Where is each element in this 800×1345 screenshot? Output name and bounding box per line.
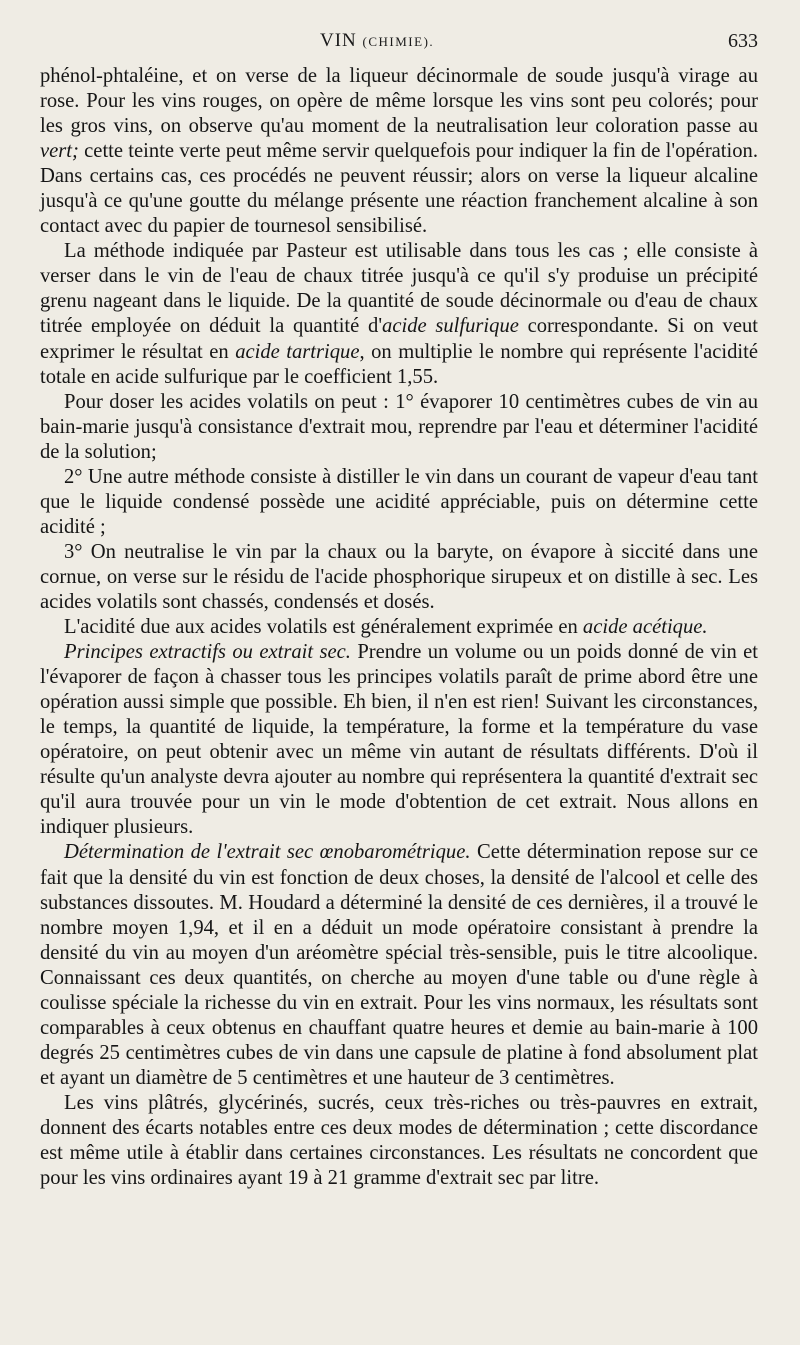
italic-term: acide acétique.: [582, 616, 708, 639]
italic-term: acide tartrique: [235, 340, 360, 363]
paragraph: 3° On neutralise le vin par la chaux ou la baryte, on évapore à siccité dans une cornue, on verse sur le résidu de l'acide phosphorique sirupeux et on distille à sec. Les acides volatils sont chassés, condensés et dosés.: [40, 540, 758, 613]
running-title-main: VIN: [320, 30, 363, 51]
running-title-subtitle: (CHIMIE).: [362, 34, 435, 49]
paragraph: phénol-phtaléine, et on verse de la liqueur décinormale de soude jusqu'à virage au rose. Pour les vins rouges, on opère de même lorsque les vins sont peu colorés; pour les gros vins, on observe qu'au moment de la neutralisation leur coloration passe au vert; cette teinte verte peut même servir quelquefois pour indiquer la fin de l'opération. Dans certains cas, ces procédés ne peuvent réussir; alors on verse la liqueur alcaline jusqu'à ce qu'une goutte du mélange présente une réaction franchement alcaline à son contact avec du papier de tournesol sensibilisé.: [40, 65, 758, 238]
italic-term: acide sulfurique: [382, 315, 519, 338]
running-title: [320, 30, 434, 52]
paragraph: La méthode indiquée par Pasteur est utilisable dans tous les cas ; elle consiste à verser dans le vin de l'eau de chaux titrée jusqu'à ce qu'il s'y produise un précipité grenu nageant dans le liquide. De la quantité de soude décinormale ou d'eau de chaux titrée employée on déduit la quantité d'acide sulfurique correspondante. Si on veut exprimer le résultat en acide tartrique, on multiplie le nombre qui représente l'acidité totale en acide sulfurique par le coefficient 1,55.: [40, 240, 758, 388]
page-header: [0, 30, 800, 60]
paragraph: Principes extractifs ou extrait sec. Prendre un volume ou un poids donné de vin et l'évaporer de façon à chasser tous les principes volatils paraît de prime abord être une opération aussi simple que possible. Eh bien, il n'en est rien! Suivant les circonstances, le temps, la quantité de liquide, la température, la forme et la température du vase opératoire, on peut obtenir avec un même vin autant de résultats différents. D'où il résulte qu'un analyste devra ajouter au nombre qui représentera la quantité d'extrait sec qu'il aura trouvée pour un vin le mode d'obtention de cet extrait. Nous allons en indiquer plusieurs.: [40, 641, 758, 839]
page-number: 633: [728, 30, 758, 52]
paragraph: Pour doser les acides volatils on peut : 1° évaporer 10 centimètres cubes de vin au bain-marie jusqu'à consistance d'extrait mou, reprendre par l'eau et déterminer l'acidité de la solution;: [40, 390, 758, 463]
paragraph: L'acidité due aux acides volatils est généralement exprimée en acide acétique.: [64, 616, 708, 639]
body-text: [40, 64, 758, 1191]
paragraph: Détermination de l'extrait sec œnobarométrique. Cette détermination repose sur ce fait que la densité du vin est fonction de deux choses, la densité de l'alcool et celle des substances dissoutes. M. Houdard a déterminé la densité de ces dernières, il a trouvé le nombre moyen 1,94, et il en a déduit un mode opératoire consistant à prendre la densité du vin au moyen d'un aréomètre spécial très-sensible, puis le titre alcoolique. Connaissant ces deux quantités, on cherche au moyen d'une table ou d'une règle à coulisse spéciale la richesse du vin en extrait. Pour les vins normaux, les résultats sont comparables à ceux obtenus en chauffant quatre heures et demie au bain-marie à 100 degrés 25 centimètres cubes de vin dans une capsule de platine à fond absolument plat et ayant un diamètre de 5 centimètres et une hauteur de 3 centimètres.: [40, 841, 758, 1089]
italic-term: Principes extractifs ou extrait sec.: [64, 641, 351, 664]
paragraph: Les vins plâtrés, glycérinés, sucrés, ceux très-riches ou très-pauvres en extrait, donnent des écarts notables entre ces deux modes de détermination ; cette discordance est même utile à établir dans certaines circonstances. Les résultats ne concordent que pour les vins ordinaires ayant 19 à 21 gramme d'extrait sec par litre.: [40, 1091, 758, 1190]
italic-term: Détermination de l'extrait sec œnobarométrique.: [64, 841, 471, 864]
italic-term: vert;: [40, 140, 79, 163]
paragraph: 2° Une autre méthode consiste à distiller le vin dans un courant de vapeur d'eau tant que le liquide condensé possède une acidité appréciable, puis on détermine cette acidité ;: [40, 465, 758, 538]
